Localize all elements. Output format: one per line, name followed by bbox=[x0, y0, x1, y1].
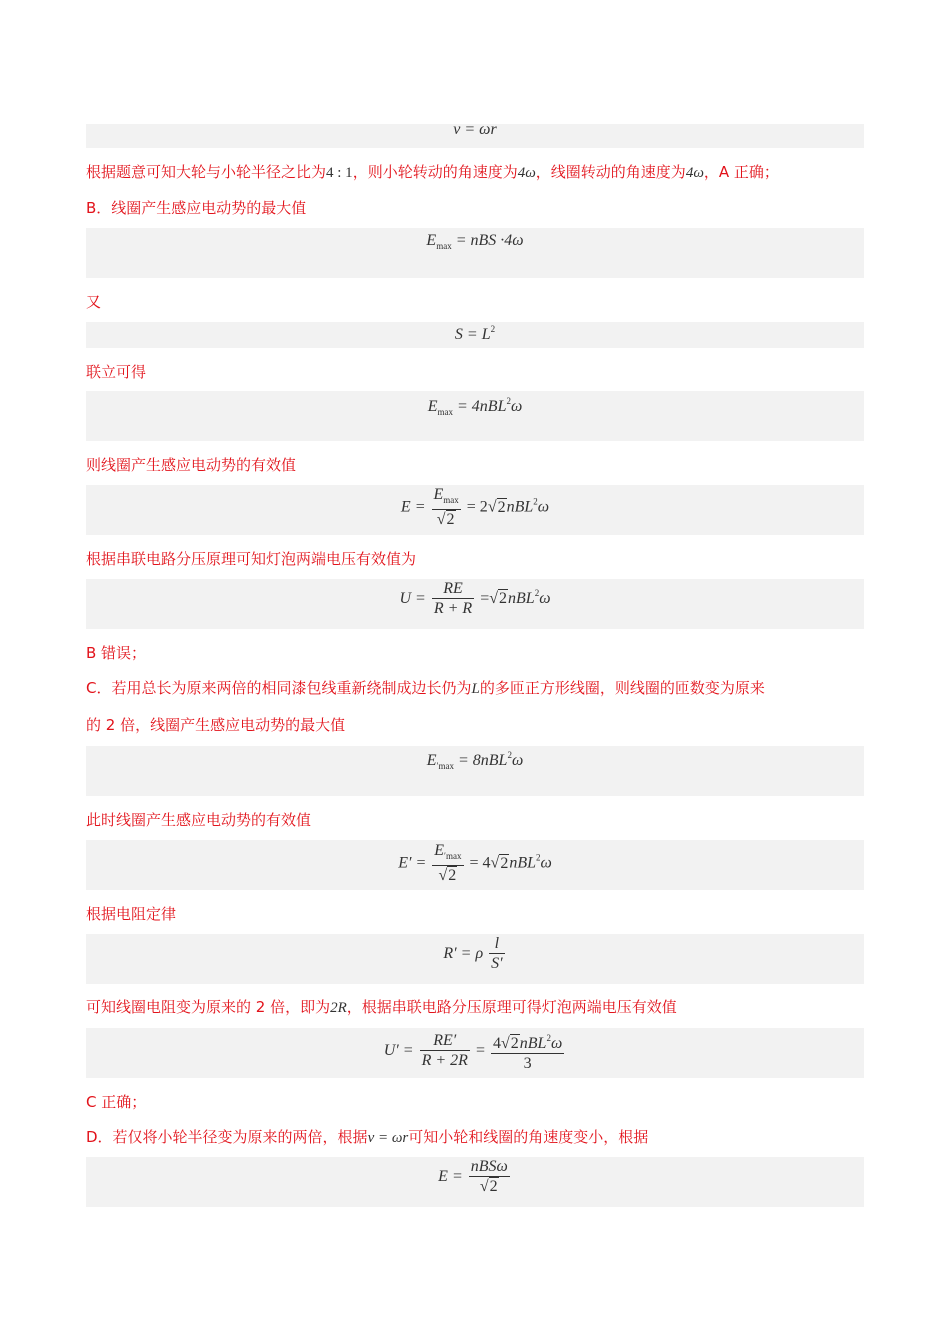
text-b-wrong: B 错误； bbox=[86, 644, 147, 662]
equation-e-effective: E = $\frac{E_{max}}{√2}$ = 2√2nBL$^2$ω bbox=[400, 486, 550, 528]
option-c-line2: 的 2 倍，线圈产生感应电动势的最大值 bbox=[86, 716, 346, 734]
equation-e-prime: E′ = $\frac{E_{'max}}{√2}$ = 4√2nBL$^2$ω bbox=[398, 842, 552, 884]
equation-s: $S = L^2$ bbox=[454, 324, 496, 343]
text-c-right: C 正确； bbox=[86, 1093, 147, 1111]
option-c-line1: C．若用总长为原来两倍的相同漆包线重新绕制成边长仍为L的多匝正方形线圈，则线圈的匝数变为原来 bbox=[86, 679, 765, 697]
text-effective: 则线圈产生感应电动势的有效值 bbox=[86, 456, 297, 474]
equation-u: U = $\frac{RE}{R + R}$ =√2nBL$^2$ω bbox=[399, 580, 551, 617]
option-b-heading: B．线圈产生感应电动势的最大值 bbox=[86, 199, 307, 217]
text-series: 根据串联电路分压原理可知灯泡两端电压有效值为 bbox=[86, 550, 417, 568]
text-c-line3: 可知线圈电阻变为原来的 2 倍，即为2R，根据串联电路分压原理可得灯泡两端电压有效值 bbox=[86, 998, 677, 1016]
equation-emax: $E_{max}$ = nBS ·4ω bbox=[426, 232, 524, 251]
paragraph-ratio: 根据题意可知大轮与小轮半径之比为4 : 1，则小轮转动的角速度为4ω，线圈转动的角速度为4ω，A 正确； bbox=[86, 163, 779, 181]
option-d-line: D．若仅将小轮半径变为原来的两倍，根据v = ωr可知小轮和线圈的角速度变小，根据 bbox=[86, 1128, 649, 1146]
equation-emax-3: $E_{'max} = 8nBL^2\omega$ bbox=[426, 750, 524, 771]
text-you: 又 bbox=[86, 293, 102, 311]
equation-r: R′ = ρ $\frac{l}{S'}$ bbox=[443, 935, 503, 972]
text-c-effective: 此时线圈产生感应电动势的有效值 bbox=[86, 811, 312, 829]
text-lianli: 联立可得 bbox=[86, 363, 147, 381]
equation-v: v = ωr bbox=[453, 121, 497, 138]
equation-emax-2: $E_{max} = 4nBL^2\omega$ bbox=[427, 396, 523, 417]
equation-u-prime: U′ = $\frac{RE'}{R + 2R}$ = $\frac{4√2nBL^2\omega}{3}$ bbox=[86, 1029, 864, 1074]
equation-e-final: E = $\frac{\text{nBSω}}{√2}$ bbox=[438, 1158, 508, 1195]
text-resist: 根据电阻定律 bbox=[86, 905, 177, 923]
